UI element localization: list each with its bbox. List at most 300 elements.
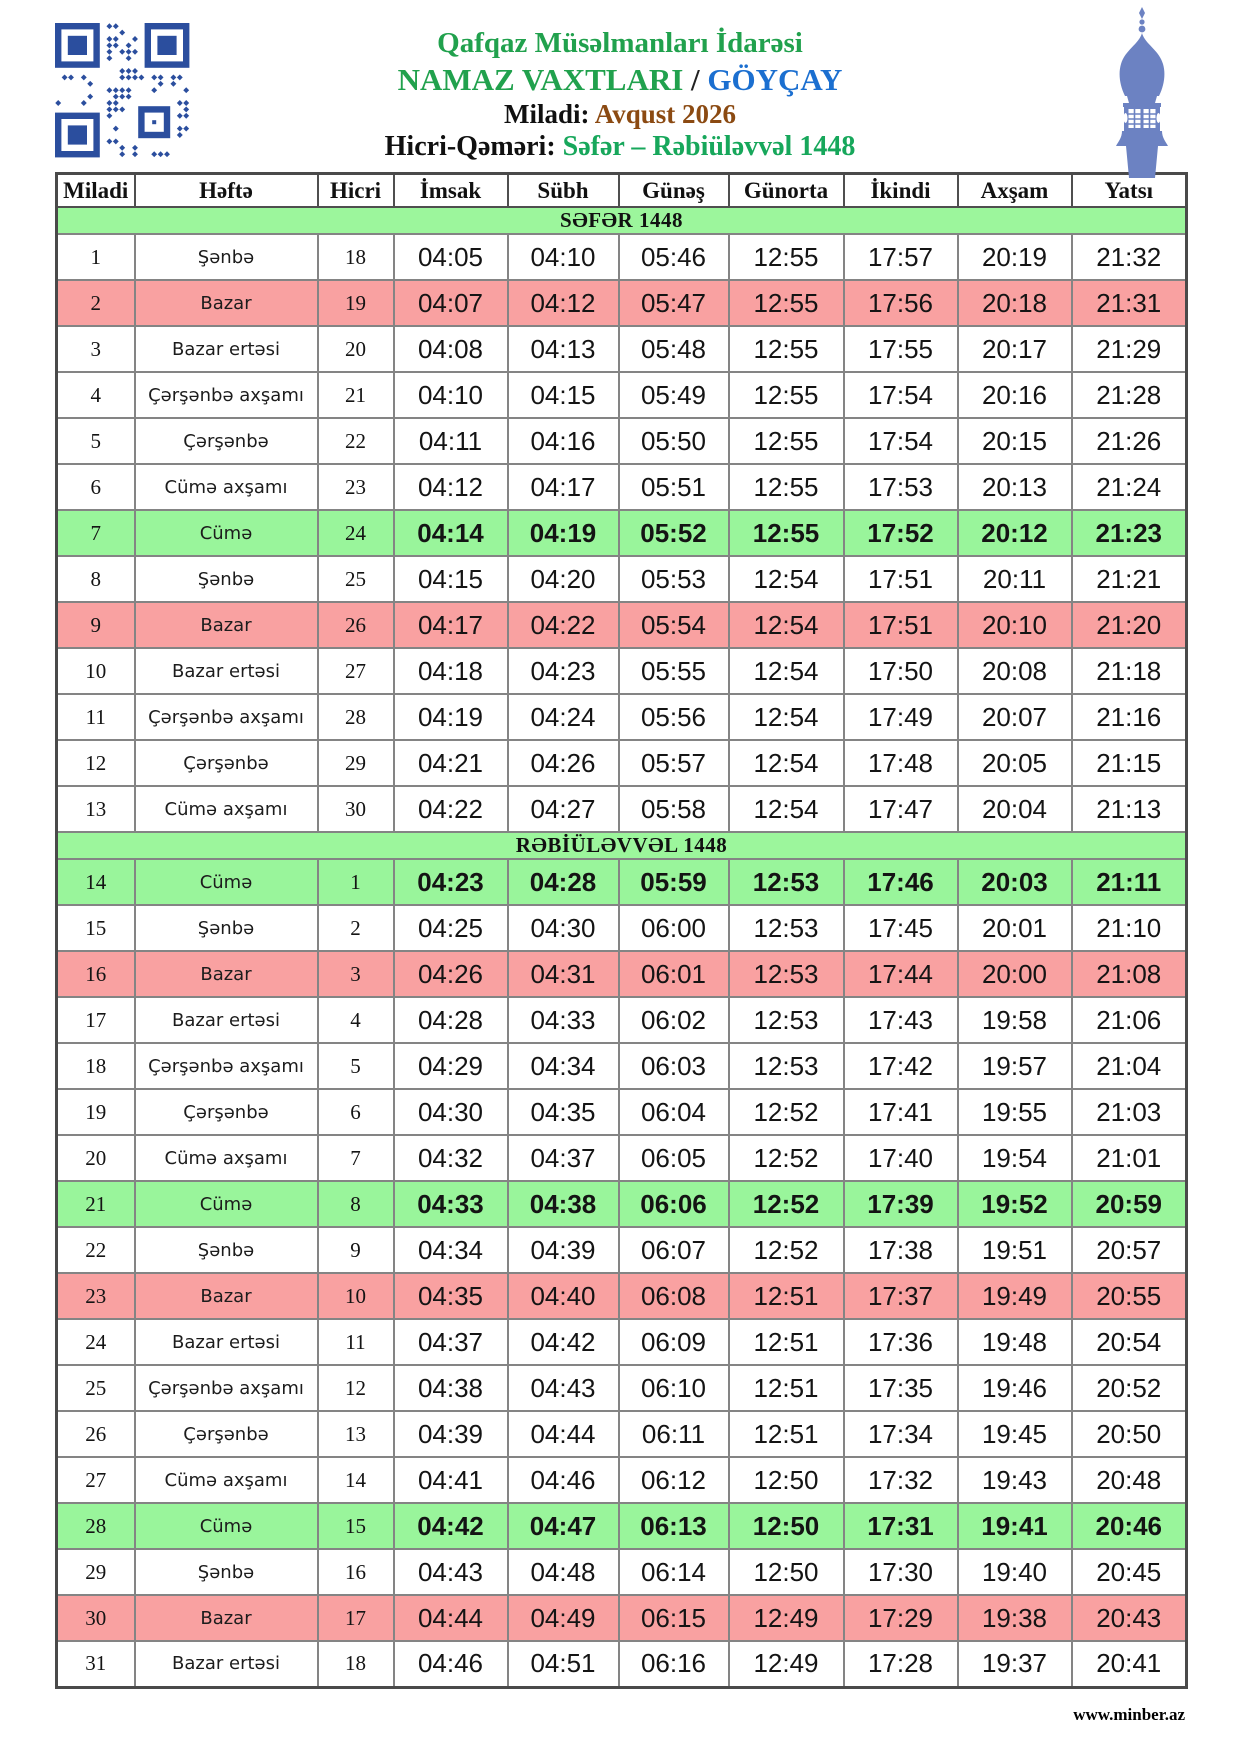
- miladi-cell: 24: [57, 1319, 135, 1365]
- miladi-cell: 17: [57, 997, 135, 1043]
- time-cell-gunes: 05:48: [619, 326, 729, 372]
- time-cell-axsam: 19:52: [958, 1181, 1072, 1227]
- time-cell-yatsi: 21:28: [1072, 372, 1187, 418]
- time-cell-gunes: 06:01: [619, 951, 729, 997]
- miladi-cell: 3: [57, 326, 135, 372]
- time-cell-subh: 04:30: [508, 905, 619, 951]
- time-cell-subh: 04:42: [508, 1319, 619, 1365]
- time-cell-ikindi: 17:32: [844, 1457, 958, 1503]
- time-cell-gunorta: 12:53: [729, 905, 844, 951]
- time-cell-gunorta: 12:54: [729, 740, 844, 786]
- time-cell-gunorta: 12:53: [729, 997, 844, 1043]
- table-row: [57, 1595, 1187, 1641]
- hicri-cell: 29: [318, 740, 394, 786]
- time-cell-gunes: 06:02: [619, 997, 729, 1043]
- miladi-cell: 6: [57, 464, 135, 510]
- hicri-cell: 6: [318, 1089, 394, 1135]
- weekday-cell: Cümə: [135, 510, 318, 556]
- miladi-cell: 2: [57, 280, 135, 326]
- section-title: RƏBİÜLƏVVƏL 1448: [57, 832, 1187, 859]
- time-cell-subh: 04:35: [508, 1089, 619, 1135]
- time-cell-ikindi: 17:37: [844, 1273, 958, 1319]
- table-row: [57, 1227, 1187, 1273]
- time-cell-yatsi: 21:23: [1072, 510, 1187, 556]
- table-row: [57, 1549, 1187, 1595]
- time-cell-imsak: 04:05: [394, 234, 508, 280]
- time-cell-ikindi: 17:30: [844, 1549, 958, 1595]
- hicri-cell: 7: [318, 1135, 394, 1181]
- time-cell-gunorta: 12:54: [729, 556, 844, 602]
- time-cell-yatsi: 21:31: [1072, 280, 1187, 326]
- section-header-row: [57, 207, 1187, 234]
- weekday-cell: Çərşənbə axşamı: [135, 694, 318, 740]
- time-cell-gunes: 06:08: [619, 1273, 729, 1319]
- time-cell-subh: 04:43: [508, 1365, 619, 1411]
- time-cell-gunorta: 12:49: [729, 1595, 844, 1641]
- hicri-cell: 9: [318, 1227, 394, 1273]
- time-cell-subh: 04:13: [508, 326, 619, 372]
- weekday-cell: Çərşənbə: [135, 418, 318, 464]
- weekday-cell: Cümə axşamı: [135, 464, 318, 510]
- hicri-cell: 20: [318, 326, 394, 372]
- time-cell-gunes: 05:58: [619, 786, 729, 832]
- time-cell-imsak: 04:42: [394, 1503, 508, 1549]
- time-cell-imsak: 04:12: [394, 464, 508, 510]
- weekday-cell: Cümə axşamı: [135, 786, 318, 832]
- time-cell-ikindi: 17:34: [844, 1411, 958, 1457]
- prayer-table-body: [57, 207, 1187, 1687]
- time-cell-yatsi: 21:26: [1072, 418, 1187, 464]
- table-row: [57, 556, 1187, 602]
- time-cell-gunorta: 12:55: [729, 510, 844, 556]
- time-cell-axsam: 20:16: [958, 372, 1072, 418]
- time-cell-yatsi: 21:21: [1072, 556, 1187, 602]
- time-cell-subh: 04:39: [508, 1227, 619, 1273]
- table-row: [57, 326, 1187, 372]
- weekday-cell: Cümə: [135, 1181, 318, 1227]
- weekday-cell: Çərşənbə axşamı: [135, 1365, 318, 1411]
- time-cell-imsak: 04:28: [394, 997, 508, 1043]
- miladi-cell: 31: [57, 1641, 135, 1687]
- table-header-row: [57, 174, 1187, 208]
- hicri-cell: 19: [318, 280, 394, 326]
- time-cell-gunes: 05:57: [619, 740, 729, 786]
- city-name: GÖYÇAY: [707, 61, 843, 97]
- column-header-yatsi: Yatsı: [1072, 174, 1187, 208]
- time-cell-yatsi: 21:06: [1072, 997, 1187, 1043]
- time-cell-ikindi: 17:52: [844, 510, 958, 556]
- time-cell-axsam: 19:58: [958, 997, 1072, 1043]
- hicri-cell: 1: [318, 859, 394, 905]
- hicri-cell: 18: [318, 234, 394, 280]
- table-row: [57, 1135, 1187, 1181]
- time-cell-imsak: 04:38: [394, 1365, 508, 1411]
- time-cell-subh: 04:20: [508, 556, 619, 602]
- title-block: [55, 14, 1185, 164]
- time-cell-yatsi: 20:52: [1072, 1365, 1187, 1411]
- time-cell-axsam: 19:55: [958, 1089, 1072, 1135]
- time-cell-ikindi: 17:28: [844, 1641, 958, 1687]
- table-row: [57, 602, 1187, 648]
- time-cell-yatsi: 21:13: [1072, 786, 1187, 832]
- time-cell-gunes: 05:56: [619, 694, 729, 740]
- time-cell-axsam: 20:08: [958, 648, 1072, 694]
- time-cell-axsam: 19:38: [958, 1595, 1072, 1641]
- time-cell-axsam: 20:13: [958, 464, 1072, 510]
- weekday-cell: Bazar ertəsi: [135, 326, 318, 372]
- time-cell-yatsi: 20:48: [1072, 1457, 1187, 1503]
- miladi-cell: 18: [57, 1043, 135, 1089]
- hicri-cell: 27: [318, 648, 394, 694]
- miladi-cell: 30: [57, 1595, 135, 1641]
- table-row: [57, 1503, 1187, 1549]
- time-cell-gunes: 05:49: [619, 372, 729, 418]
- hicri-cell: 26: [318, 602, 394, 648]
- time-cell-yatsi: 20:41: [1072, 1641, 1187, 1687]
- time-cell-subh: 04:44: [508, 1411, 619, 1457]
- time-cell-subh: 04:31: [508, 951, 619, 997]
- time-cell-ikindi: 17:43: [844, 997, 958, 1043]
- time-cell-imsak: 04:08: [394, 326, 508, 372]
- time-cell-gunes: 06:14: [619, 1549, 729, 1595]
- time-cell-ikindi: 17:49: [844, 694, 958, 740]
- time-cell-gunes: 06:13: [619, 1503, 729, 1549]
- table-row: [57, 859, 1187, 905]
- time-cell-imsak: 04:22: [394, 786, 508, 832]
- table-row: [57, 1411, 1187, 1457]
- time-cell-gunorta: 12:53: [729, 951, 844, 997]
- hicri-cell: 18: [318, 1641, 394, 1687]
- weekday-cell: Şənbə: [135, 556, 318, 602]
- table-row: [57, 905, 1187, 951]
- hicri-cell: 28: [318, 694, 394, 740]
- weekday-cell: Bazar ertəsi: [135, 997, 318, 1043]
- time-cell-subh: 04:15: [508, 372, 619, 418]
- title-text: NAMAZ VAXTLARI: [397, 61, 684, 97]
- time-cell-gunes: 06:03: [619, 1043, 729, 1089]
- time-cell-gunorta: 12:55: [729, 372, 844, 418]
- time-cell-imsak: 04:44: [394, 1595, 508, 1641]
- weekday-cell: Cümə: [135, 1503, 318, 1549]
- column-header-ikindi: İkindi: [844, 174, 958, 208]
- hicri-cell: 17: [318, 1595, 394, 1641]
- time-cell-subh: 04:17: [508, 464, 619, 510]
- time-cell-subh: 04:33: [508, 997, 619, 1043]
- time-cell-axsam: 20:04: [958, 786, 1072, 832]
- table-row: [57, 418, 1187, 464]
- table-row: [57, 1273, 1187, 1319]
- time-cell-imsak: 04:37: [394, 1319, 508, 1365]
- hicri-value: Səfər – Rəbiüləvvəl 1448: [562, 131, 856, 163]
- time-cell-axsam: 20:05: [958, 740, 1072, 786]
- time-cell-gunorta: 12:54: [729, 786, 844, 832]
- column-header-subh: Sübh: [508, 174, 619, 208]
- miladi-line: [55, 98, 1185, 130]
- miladi-cell: 29: [57, 1549, 135, 1595]
- weekday-cell: Bazar ertəsi: [135, 1641, 318, 1687]
- time-cell-ikindi: 17:48: [844, 740, 958, 786]
- time-cell-axsam: 19:46: [958, 1365, 1072, 1411]
- table-row: [57, 740, 1187, 786]
- hicri-cell: 30: [318, 786, 394, 832]
- time-cell-axsam: 20:00: [958, 951, 1072, 997]
- miladi-cell: 1: [57, 234, 135, 280]
- column-header-imsak: İmsak: [394, 174, 508, 208]
- website-url: www.minber.az: [1073, 1704, 1185, 1724]
- miladi-cell: 25: [57, 1365, 135, 1411]
- time-cell-imsak: 04:33: [394, 1181, 508, 1227]
- time-cell-imsak: 04:17: [394, 602, 508, 648]
- miladi-cell: 22: [57, 1227, 135, 1273]
- miladi-cell: 15: [57, 905, 135, 951]
- time-cell-ikindi: 17:35: [844, 1365, 958, 1411]
- time-cell-ikindi: 17:47: [844, 786, 958, 832]
- time-cell-gunes: 06:12: [619, 1457, 729, 1503]
- column-header-axsam: Axşam: [958, 174, 1072, 208]
- hicri-cell: 25: [318, 556, 394, 602]
- table-row: [57, 1181, 1187, 1227]
- time-cell-imsak: 04:29: [394, 1043, 508, 1089]
- column-header-miladi: Miladi: [57, 174, 135, 208]
- hicri-cell: 8: [318, 1181, 394, 1227]
- time-cell-yatsi: 21:08: [1072, 951, 1187, 997]
- time-cell-ikindi: 17:31: [844, 1503, 958, 1549]
- time-cell-subh: 04:24: [508, 694, 619, 740]
- table-row: [57, 648, 1187, 694]
- section-header-row: [57, 832, 1187, 859]
- hicri-line: [55, 130, 1185, 164]
- time-cell-imsak: 04:35: [394, 1273, 508, 1319]
- time-cell-imsak: 04:34: [394, 1227, 508, 1273]
- time-cell-subh: 04:38: [508, 1181, 619, 1227]
- time-cell-yatsi: 20:43: [1072, 1595, 1187, 1641]
- weekday-cell: Bazar: [135, 602, 318, 648]
- time-cell-gunes: 05:53: [619, 556, 729, 602]
- time-cell-imsak: 04:10: [394, 372, 508, 418]
- time-cell-yatsi: 21:11: [1072, 859, 1187, 905]
- time-cell-gunes: 05:55: [619, 648, 729, 694]
- time-cell-gunorta: 12:51: [729, 1273, 844, 1319]
- time-cell-gunorta: 12:51: [729, 1365, 844, 1411]
- time-cell-ikindi: 17:39: [844, 1181, 958, 1227]
- table-row: [57, 1641, 1187, 1687]
- weekday-cell: Bazar ertəsi: [135, 648, 318, 694]
- miladi-cell: 20: [57, 1135, 135, 1181]
- miladi-cell: 14: [57, 859, 135, 905]
- time-cell-subh: 04:48: [508, 1549, 619, 1595]
- time-cell-gunorta: 12:52: [729, 1089, 844, 1135]
- time-cell-axsam: 20:18: [958, 280, 1072, 326]
- time-cell-subh: 04:12: [508, 280, 619, 326]
- time-cell-ikindi: 17:42: [844, 1043, 958, 1089]
- time-cell-axsam: 20:03: [958, 859, 1072, 905]
- miladi-cell: 23: [57, 1273, 135, 1319]
- time-cell-axsam: 20:11: [958, 556, 1072, 602]
- time-cell-gunes: 05:47: [619, 280, 729, 326]
- time-cell-subh: 04:47: [508, 1503, 619, 1549]
- page-header: [55, 14, 1185, 172]
- miladi-cell: 11: [57, 694, 135, 740]
- time-cell-gunes: 05:51: [619, 464, 729, 510]
- time-cell-axsam: 19:41: [958, 1503, 1072, 1549]
- time-cell-gunorta: 12:51: [729, 1319, 844, 1365]
- weekday-cell: Bazar: [135, 951, 318, 997]
- time-cell-imsak: 04:25: [394, 905, 508, 951]
- table-row: [57, 372, 1187, 418]
- miladi-cell: 16: [57, 951, 135, 997]
- time-cell-ikindi: 17:40: [844, 1135, 958, 1181]
- time-cell-ikindi: 17:36: [844, 1319, 958, 1365]
- time-cell-imsak: 04:41: [394, 1457, 508, 1503]
- time-cell-ikindi: 17:51: [844, 556, 958, 602]
- time-cell-gunes: 06:00: [619, 905, 729, 951]
- weekday-cell: Şənbə: [135, 234, 318, 280]
- time-cell-gunorta: 12:55: [729, 464, 844, 510]
- time-cell-imsak: 04:19: [394, 694, 508, 740]
- weekday-cell: Bazar ertəsi: [135, 1319, 318, 1365]
- miladi-value: Avqust 2026: [594, 98, 737, 129]
- time-cell-ikindi: 17:51: [844, 602, 958, 648]
- miladi-cell: 10: [57, 648, 135, 694]
- miladi-cell: 5: [57, 418, 135, 464]
- time-cell-subh: 04:46: [508, 1457, 619, 1503]
- time-cell-yatsi: 21:29: [1072, 326, 1187, 372]
- organization-title: Qafqaz Müsəlmanları İdarəsi: [437, 27, 803, 59]
- hicri-cell: 15: [318, 1503, 394, 1549]
- time-cell-gunes: 05:59: [619, 859, 729, 905]
- time-cell-gunes: 05:50: [619, 418, 729, 464]
- miladi-cell: 21: [57, 1181, 135, 1227]
- time-cell-subh: 04:16: [508, 418, 619, 464]
- time-cell-yatsi: 21:04: [1072, 1043, 1187, 1089]
- time-cell-subh: 04:37: [508, 1135, 619, 1181]
- time-cell-axsam: 20:17: [958, 326, 1072, 372]
- time-cell-imsak: 04:46: [394, 1641, 508, 1687]
- weekday-cell: Çərşənbə: [135, 1411, 318, 1457]
- time-cell-axsam: 19:40: [958, 1549, 1072, 1595]
- weekday-cell: Çərşənbə: [135, 740, 318, 786]
- table-row: [57, 1365, 1187, 1411]
- time-cell-gunorta: 12:53: [729, 1043, 844, 1089]
- title-separator: /: [683, 61, 708, 97]
- time-cell-axsam: 19:48: [958, 1319, 1072, 1365]
- table-row: [57, 1319, 1187, 1365]
- miladi-cell: 9: [57, 602, 135, 648]
- time-cell-gunorta: 12:54: [729, 648, 844, 694]
- time-cell-ikindi: 17:41: [844, 1089, 958, 1135]
- time-cell-ikindi: 17:55: [844, 326, 958, 372]
- time-cell-gunorta: 12:55: [729, 234, 844, 280]
- time-cell-ikindi: 17:38: [844, 1227, 958, 1273]
- hicri-cell: 2: [318, 905, 394, 951]
- time-cell-subh: 04:28: [508, 859, 619, 905]
- time-cell-ikindi: 17:56: [844, 280, 958, 326]
- weekday-cell: Şənbə: [135, 1227, 318, 1273]
- time-cell-gunes: 06:07: [619, 1227, 729, 1273]
- time-cell-ikindi: 17:45: [844, 905, 958, 951]
- table-row: [57, 1089, 1187, 1135]
- time-cell-gunes: 06:04: [619, 1089, 729, 1135]
- time-cell-yatsi: 21:24: [1072, 464, 1187, 510]
- time-cell-axsam: 20:07: [958, 694, 1072, 740]
- time-cell-gunorta: 12:49: [729, 1641, 844, 1687]
- time-cell-axsam: 20:15: [958, 418, 1072, 464]
- time-cell-axsam: 20:01: [958, 905, 1072, 951]
- section-title: SƏFƏR 1448: [57, 207, 1187, 234]
- time-cell-axsam: 19:37: [958, 1641, 1072, 1687]
- column-header-hefte: Həftə: [135, 174, 318, 208]
- time-cell-ikindi: 17:46: [844, 859, 958, 905]
- time-cell-subh: 04:40: [508, 1273, 619, 1319]
- time-cell-yatsi: 20:50: [1072, 1411, 1187, 1457]
- hicri-cell: 10: [318, 1273, 394, 1319]
- minaret-icon: [1095, 6, 1189, 178]
- time-cell-ikindi: 17:44: [844, 951, 958, 997]
- hicri-cell: 21: [318, 372, 394, 418]
- time-cell-gunorta: 12:52: [729, 1227, 844, 1273]
- table-row: [57, 510, 1187, 556]
- time-cell-gunorta: 12:51: [729, 1411, 844, 1457]
- time-cell-axsam: 19:45: [958, 1411, 1072, 1457]
- table-row: [57, 1043, 1187, 1089]
- time-cell-gunes: 06:06: [619, 1181, 729, 1227]
- time-cell-subh: 04:10: [508, 234, 619, 280]
- time-cell-gunorta: 12:55: [729, 280, 844, 326]
- time-cell-axsam: 19:49: [958, 1273, 1072, 1319]
- time-cell-ikindi: 17:50: [844, 648, 958, 694]
- time-cell-gunes: 05:46: [619, 234, 729, 280]
- time-cell-gunes: 05:52: [619, 510, 729, 556]
- table-row: [57, 1457, 1187, 1503]
- weekday-cell: Çərşənbə axşamı: [135, 372, 318, 418]
- weekday-cell: Cümə axşamı: [135, 1457, 318, 1503]
- time-cell-axsam: 20:10: [958, 602, 1072, 648]
- miladi-cell: 27: [57, 1457, 135, 1503]
- time-cell-imsak: 04:39: [394, 1411, 508, 1457]
- time-cell-axsam: 20:12: [958, 510, 1072, 556]
- weekday-cell: Cümə axşamı: [135, 1135, 318, 1181]
- time-cell-axsam: 19:54: [958, 1135, 1072, 1181]
- qr-code-icon: [55, 16, 191, 166]
- hicri-cell: 5: [318, 1043, 394, 1089]
- miladi-cell: 28: [57, 1503, 135, 1549]
- time-cell-yatsi: 21:10: [1072, 905, 1187, 951]
- hicri-cell: 13: [318, 1411, 394, 1457]
- prayer-times-table: [55, 172, 1188, 1689]
- table-row: [57, 234, 1187, 280]
- miladi-cell: 12: [57, 740, 135, 786]
- time-cell-gunorta: 12:52: [729, 1181, 844, 1227]
- time-cell-yatsi: 21:32: [1072, 234, 1187, 280]
- time-cell-yatsi: 20:59: [1072, 1181, 1187, 1227]
- time-cell-axsam: 19:57: [958, 1043, 1072, 1089]
- time-cell-gunorta: 12:55: [729, 418, 844, 464]
- time-cell-gunorta: 12:50: [729, 1457, 844, 1503]
- hicri-cell: 23: [318, 464, 394, 510]
- time-cell-yatsi: 20:54: [1072, 1319, 1187, 1365]
- weekday-cell: Bazar: [135, 1273, 318, 1319]
- time-cell-gunorta: 12:52: [729, 1135, 844, 1181]
- time-cell-gunes: 06:11: [619, 1411, 729, 1457]
- column-header-hicri: Hicri: [318, 174, 394, 208]
- hicri-cell: 16: [318, 1549, 394, 1595]
- time-cell-gunorta: 12:50: [729, 1503, 844, 1549]
- table-row: [57, 280, 1187, 326]
- time-cell-yatsi: 21:15: [1072, 740, 1187, 786]
- table-row: [57, 997, 1187, 1043]
- weekday-cell: Şənbə: [135, 1549, 318, 1595]
- time-cell-subh: 04:26: [508, 740, 619, 786]
